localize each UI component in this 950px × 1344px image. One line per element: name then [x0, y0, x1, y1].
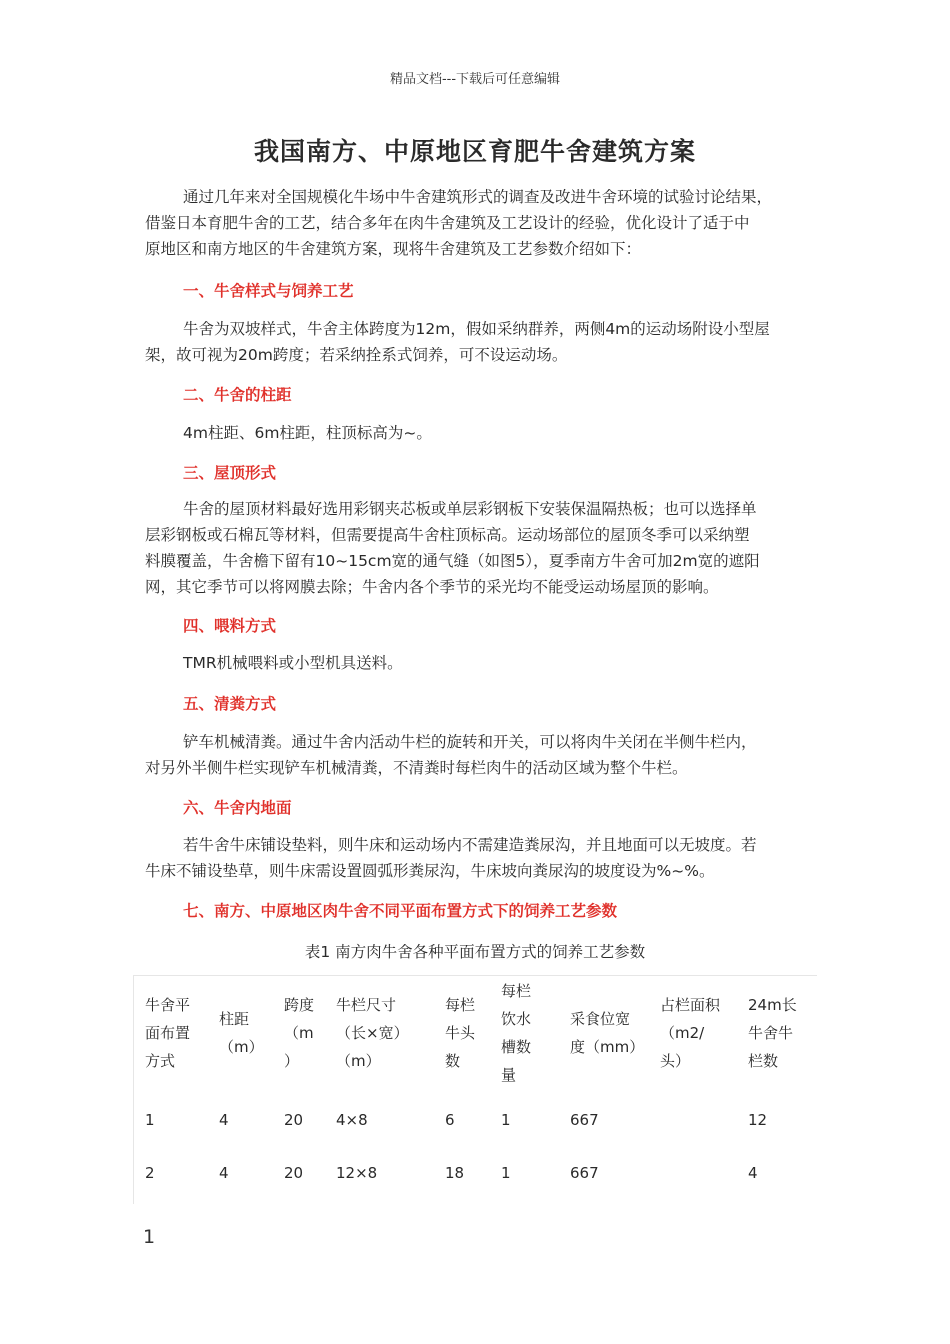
header-line: 柱距: [219, 1010, 250, 1028]
table-caption: 表1 南方肉牛舍各种平面布置方式的饲养工艺参数: [304, 943, 646, 961]
header-line: 24m长: [748, 996, 797, 1014]
header-line: 栏数: [748, 1052, 779, 1070]
text-line: 牛舍的屋顶材料最好选用彩钢夹芯板或单层彩钢板下安装保温隔热板；也可以选择单: [183, 500, 757, 518]
table-cell: 4: [748, 1164, 758, 1182]
table-cell: 2: [145, 1164, 155, 1182]
table-header-cell: [145, 991, 190, 1075]
header-line: （长×宽）: [336, 1024, 409, 1042]
header-line: 量: [501, 1066, 517, 1084]
text-line: 架，故可视为20m跨度；若采纳拴系式饲养，可不设运动场。: [145, 346, 568, 364]
page-number: 1: [143, 1226, 156, 1248]
document-title: 我国南方、中原地区育肥牛舍建筑方案: [253, 137, 696, 166]
header-line: 方式: [145, 1052, 176, 1070]
header-line: （m2/: [660, 1024, 705, 1042]
text-line: 网，其它季节可以将网膜去除；牛舍内各个季节的采光均不能受运动场屋顶的影响。: [145, 578, 719, 596]
text-line: 4m柱距、6m柱距，柱顶标高为~。: [183, 424, 432, 442]
table-header-cell: [660, 991, 720, 1075]
section-heading-7: 七、南方、中原地区肉牛舍不同平面布置方式下的饲养工艺参数: [183, 902, 618, 920]
text-line: 若牛舍牛床铺设垫料，则牛床和运动场内不需建造粪尿沟，并且地面可以无坡度。若: [183, 836, 757, 854]
section-2-body: [145, 420, 807, 446]
table-header-cell: [219, 1005, 264, 1061]
section-heading-3: 三、屋顶形式: [183, 464, 277, 482]
table-cell: 667: [570, 1164, 599, 1182]
section-4-body: [145, 650, 807, 676]
table-cell: 1: [501, 1164, 511, 1182]
header-line: 饮水: [501, 1010, 532, 1028]
text-line: 原地区和南方地区的牛舍建筑方案，现将牛舍建筑及工艺参数介绍如下：: [145, 240, 642, 258]
table-cell: 4: [219, 1111, 229, 1129]
text-line: 铲车机械清粪。通过牛舍内活动牛栏的旋转和开关，可以将肉牛关闭在半侧牛栏内，: [183, 733, 757, 751]
section-heading-4: 四、喂料方式: [183, 617, 277, 635]
section-3-body: [145, 496, 807, 600]
section-6-body: [145, 832, 807, 884]
header-line: 牛栏尺寸: [336, 996, 397, 1014]
table-header-cell: [445, 991, 475, 1075]
text-line: TMR机械喂料或小型机具送料。: [183, 654, 403, 672]
table-cell: 12: [748, 1111, 768, 1129]
header-line: 度（mm）: [570, 1038, 645, 1056]
header-line: 头）: [660, 1052, 691, 1070]
table-header-cell: [501, 977, 531, 1089]
parameter-table: [133, 975, 817, 1204]
text-line: 料膜覆盖，牛舍檐下留有10~15cm宽的通气缝（如图5），夏季南方牛舍可加2m宽的遮阳: [145, 552, 760, 570]
header-line: 面布置: [145, 1024, 191, 1042]
header-line: 每栏: [445, 996, 476, 1014]
table-cell: 1: [501, 1111, 511, 1129]
text-line: 通过几年来对全国规模化牛场中牛舍建筑形式的调查及改进牛舍环境的试验讨论结果，: [183, 188, 773, 206]
header-line: 牛舍牛: [748, 1024, 794, 1042]
header-line: ）: [284, 1052, 300, 1070]
header-note: 精品文档---下载后可任意编辑: [389, 72, 561, 87]
table-cell: 4×8: [336, 1111, 368, 1129]
header-line: （m）: [219, 1038, 264, 1056]
section-1-body: [145, 316, 807, 368]
text-line: 借鉴日本育肥牛舍的工艺，结合多年在肉牛舍建筑及工艺设计的经验，优化设计了适于中: [145, 214, 750, 232]
table-cell: 20: [284, 1164, 304, 1182]
header-line: 槽数: [501, 1038, 532, 1056]
text-line: 牛床不铺设垫草，则牛床需设置圆弧形粪尿沟，牛床坡向粪尿沟的坡度设为%~%。: [145, 862, 715, 880]
header-line: 占栏面积: [660, 996, 721, 1014]
table-cell: 18: [445, 1164, 465, 1182]
section-heading-2: 二、牛舍的柱距: [183, 386, 292, 404]
table-cell: 12×8: [336, 1164, 378, 1182]
table-cell: 4: [219, 1164, 229, 1182]
table-header-cell: [336, 991, 409, 1075]
table-header-cell: [570, 1005, 644, 1061]
text-line: 牛舍为双坡样式，牛舍主体跨度为12m，假如采纳群养，两侧4m的运动场附设小型屋: [183, 320, 770, 338]
section-heading-1: 一、牛舍样式与饲养工艺: [183, 282, 354, 300]
header-line: 每栏: [501, 982, 532, 1000]
table-cell: 20: [284, 1111, 304, 1129]
header-line: 采食位宽: [570, 1010, 631, 1028]
table-header-cell: [748, 991, 797, 1075]
header-line: （m）: [336, 1052, 381, 1070]
text-line: 层彩钢板或石棉瓦等材料，但需要提高牛舍柱顶标高。运动场部位的屋顶冬季可以采纳塑: [145, 526, 750, 544]
section-heading-5: 五、清粪方式: [183, 695, 277, 713]
table-header-cell: [284, 991, 314, 1075]
intro-paragraph: [145, 184, 807, 262]
header-line: 牛头: [445, 1024, 476, 1042]
header-line: 数: [445, 1052, 461, 1070]
header-line: 牛舍平: [145, 996, 191, 1014]
section-heading-6: 六、牛舍内地面: [183, 799, 292, 817]
section-5-body: [145, 729, 807, 781]
table-cell: 667: [570, 1111, 599, 1129]
header-line: 跨度: [284, 996, 315, 1014]
header-line: （m: [284, 1024, 314, 1042]
table-cell: 6: [445, 1111, 455, 1129]
text-line: 对另外半侧牛栏实现铲车机械清粪，不清粪时每栏肉牛的活动区域为整个牛栏。: [145, 759, 688, 777]
table-cell: 1: [145, 1111, 155, 1129]
